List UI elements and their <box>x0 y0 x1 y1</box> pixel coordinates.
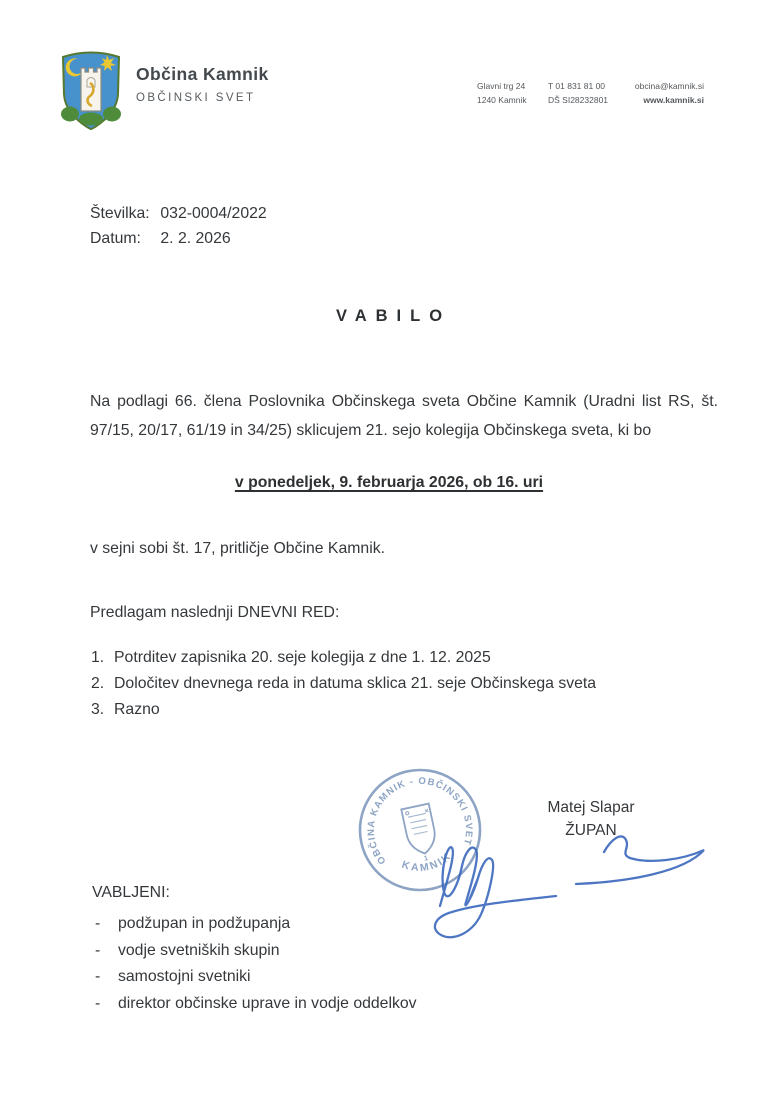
invitee-item <box>92 938 417 965</box>
agenda-item-text: Določitev dnevnega reda in datuma sklica 21. seje Občinskega sveta <box>114 675 597 692</box>
stamp-bottom-text: KAMNIK <box>400 849 455 875</box>
reference-number-value: 032-0004/2022 <box>160 205 267 222</box>
address-line1: Glavni trg 24 <box>477 81 526 91</box>
municipality-name: Občina Kamnik <box>136 64 269 84</box>
kamnik-coat-of-arms-logo <box>57 46 125 134</box>
meeting-location-line: v sejni sobi št. 17, pritličje Občine Kamnik. <box>90 540 385 557</box>
invitee-text: vodje svetniških skupin <box>118 941 280 959</box>
list-dash: - <box>95 941 101 959</box>
council-name: OBČINSKI SVET <box>136 92 256 104</box>
meeting-datetime-line <box>0 474 778 492</box>
invitee-text: direktor občinske uprave in vodje oddelkov <box>118 994 417 1012</box>
legal-basis-paragraph: Na podlagi 66. člena Poslovnika Občinskega sveta Občine Kamnik (Uradni list RS, št. 97/15, 20/17, 61/19 in 34/25) sklicujem 21. sejo kolegija Občinskega sveta, ki bo <box>90 393 718 439</box>
stamp-number: 1 <box>423 855 429 863</box>
invitee-text: samostojni svetniki <box>118 968 251 985</box>
invitee-item <box>92 991 417 1018</box>
agenda-item-text: Razno <box>114 701 160 718</box>
signer-title: ŽUPAN <box>565 822 617 839</box>
stamp-ring-text: OBČINA KAMNIK - OBČINSKI SVET <box>365 775 475 867</box>
meeting-datetime-text: v ponedeljek, 9. februarja 2026, ob 16. uri <box>234 474 544 491</box>
agenda-list <box>91 645 596 723</box>
brand-block <box>136 64 269 104</box>
address-line2: 1240 Kamnik <box>477 94 527 105</box>
invitee-text: podžupan in podžupanja <box>118 915 291 932</box>
document-meta <box>90 202 267 251</box>
agenda-item <box>91 671 596 697</box>
tax-id: DŠ SI28232801 <box>548 94 609 105</box>
list-dash: - <box>95 968 101 985</box>
email-address: obcina@kamnik.si <box>634 81 704 91</box>
signer-name: Matej Slapar <box>547 799 635 816</box>
invitees-section <box>92 884 417 1017</box>
date-row <box>90 227 267 252</box>
agenda-item-number: 2. <box>91 675 105 692</box>
agenda-item-number: 3. <box>91 701 105 718</box>
invitee-item <box>92 911 417 938</box>
list-dash: - <box>95 994 101 1012</box>
date-value: 2. 2. 2026 <box>160 229 231 247</box>
agenda-item-number: 1. <box>91 649 105 666</box>
contact-web <box>600 80 704 107</box>
phone-number: T 01 831 81 00 <box>548 81 606 91</box>
reference-number-row <box>90 202 267 227</box>
agenda-item <box>91 645 596 671</box>
invitees-label: VABLJENI: <box>92 884 170 901</box>
website-url: www.kamnik.si <box>643 94 704 105</box>
invitee-item <box>92 964 417 991</box>
handwritten-signature <box>408 818 718 953</box>
document-title: VABILO <box>335 307 452 325</box>
agenda-intro-line: Predlagam naslednji DNEVNI RED: <box>90 604 340 621</box>
list-dash: - <box>95 915 101 932</box>
agenda-item-text: Potrditev zapisnika 20. seje kolegija z dne 1. 12. 2025 <box>114 649 491 666</box>
reference-number-label: Številka: <box>90 205 150 222</box>
date-label: Datum: <box>90 229 141 247</box>
agenda-item <box>91 697 596 723</box>
contact-address <box>477 80 527 107</box>
invitees-list <box>92 911 417 1017</box>
